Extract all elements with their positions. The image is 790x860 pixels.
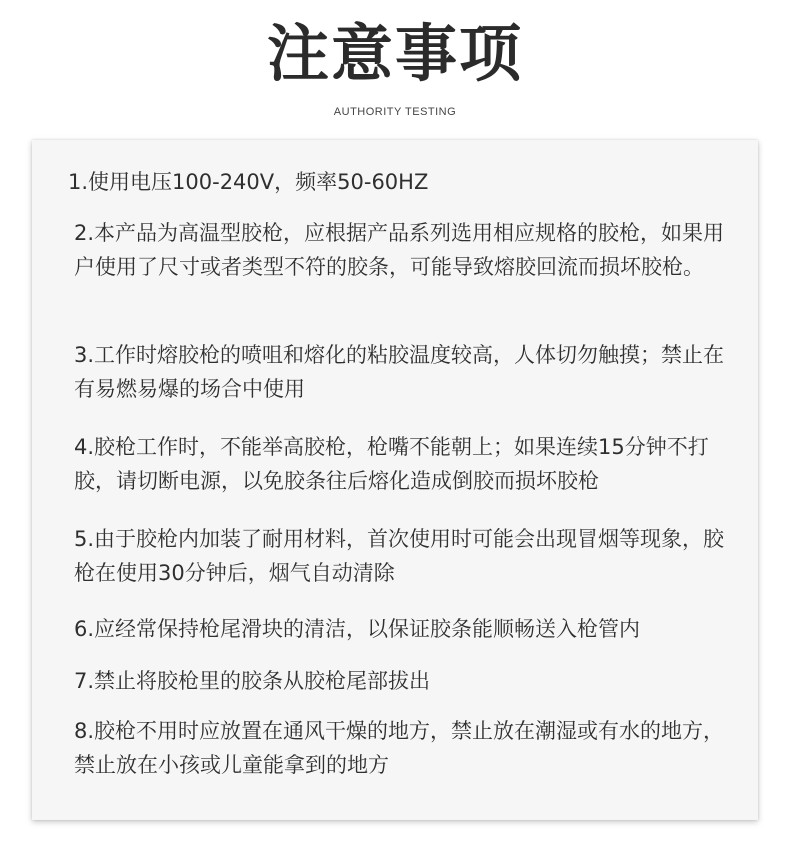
note-item-6: 6.应经常保持枪尾滑块的清洁，以保证胶条能顺畅送入枪管内 [74,617,641,641]
note-item-5: 5.由于胶枪内加装了耐用材料，首次使用时可能会出现冒烟等现象，胶枪在使用30分钟后，烟气自动清除 [74,527,725,585]
page-subtitle: AUTHORITY TESTING [333,106,457,118]
note-item-2: 2.本产品为高温型胶枪，应根据产品系列选用相应规格的胶枪，如果用户使用了尺寸或者类型不符的胶条，可能导致熔胶回流而损坏胶枪。 [74,221,725,279]
note-item-7: 7.禁止将胶枪里的胶条从胶枪尾部拔出 [74,669,431,693]
note-item-8: 8.胶枪不用时应放置在通风干燥的地方，禁止放在潮湿或有水的地方，禁止放在小孩或儿童能拿到的地方 [74,719,725,777]
note-item-3: 3.工作时熔胶枪的喷咀和熔化的粘胶温度较高，人体切勿触摸；禁止在有易燃易爆的场合中使用 [74,343,725,401]
note-item-1: 1.使用电压100-240V，频率50-60HZ [68,170,429,194]
page-title: 注意事项 [266,17,523,90]
notes-card [32,140,758,820]
note-item-4: 4.胶枪工作时，不能举高胶枪，枪嘴不能朝上；如果连续15分钟不打胶，请切断电源，以免胶条往后熔化造成倒胶而损坏胶枪 [74,435,709,493]
